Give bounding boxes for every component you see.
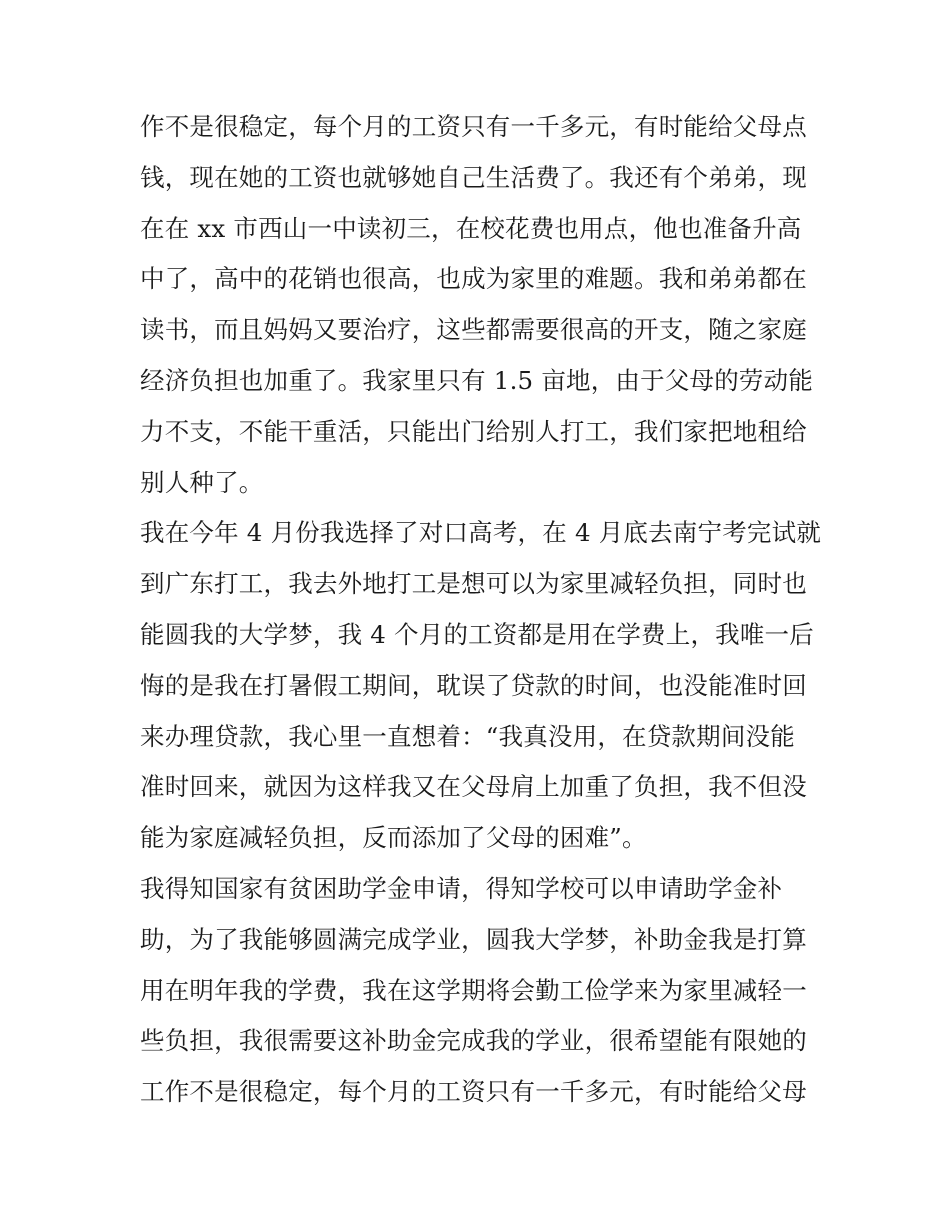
text-line: 悔的是我在打暑假工期间，耽误了贷款的时间，也没能准时回 xyxy=(140,670,807,700)
paragraph-2 xyxy=(140,508,822,864)
text-line: 读书，而且妈妈又要治疗，这些都需要很高的开支，随之家庭 xyxy=(140,315,807,345)
text-line: 助，为了我能够圆满完成学业，圆我大学梦，补助金我是打算 xyxy=(140,924,807,954)
text-line: 工作不是很稳定，每个月的工资只有一千多元，有时能给父母 xyxy=(140,1077,807,1107)
text-line: 别人种了。 xyxy=(140,467,264,497)
text-line: 经济负担也加重了。我家里只有 1.5 亩地，由于父母的劳动能 xyxy=(140,365,814,395)
text-line: 中了，高中的花销也很高，也成为家里的难题。我和弟弟都在 xyxy=(140,264,807,294)
text-line: 到广东打工，我去外地打工是想可以为家里减轻负担，同时也 xyxy=(140,569,807,599)
text-line: 作不是很稳定，每个月的工资只有一千多元，有时能给父母点 xyxy=(140,112,807,141)
paragraph-1 xyxy=(140,102,812,508)
paragraph-3 xyxy=(140,864,812,1118)
text-line: 些负担，我很需要这补助金完成我的学业，很希望能有限她的 xyxy=(140,1026,807,1056)
text-line: 能为家庭减轻负担，反而添加了父母的困难”。 xyxy=(140,823,647,853)
text-line: 来办理贷款，我心里一直想着：“我真没用，在贷款期间没能 xyxy=(140,721,795,751)
text-line: 我得知国家有贫困助学金申请，得知学校可以申请助学金补 xyxy=(140,873,783,903)
document-body xyxy=(140,102,822,1118)
text-line: 在在 xx 市西山一中读初三，在校花费也用点，他也准备升高 xyxy=(140,213,802,243)
text-line: 力不支，不能干重活，只能出门给别人打工，我们家把地租给 xyxy=(140,416,807,446)
text-line: 能圆我的大学梦，我 4 个月的工资都是用在学费上，我唯一后 xyxy=(140,619,814,649)
text-line: 用在明年我的学费，我在这学期将会勤工俭学来为家里减轻一 xyxy=(140,975,807,1005)
text-line: 我在今年 4 月份我选择了对口高考，在 4 月底去南宁考完试就 xyxy=(140,518,822,548)
text-line: 准时回来，就因为这样我又在父母肩上加重了负担，我不但没 xyxy=(140,772,807,802)
text-line: 钱，现在她的工资也就够她自己生活费了。我还有个弟弟，现 xyxy=(140,162,807,192)
